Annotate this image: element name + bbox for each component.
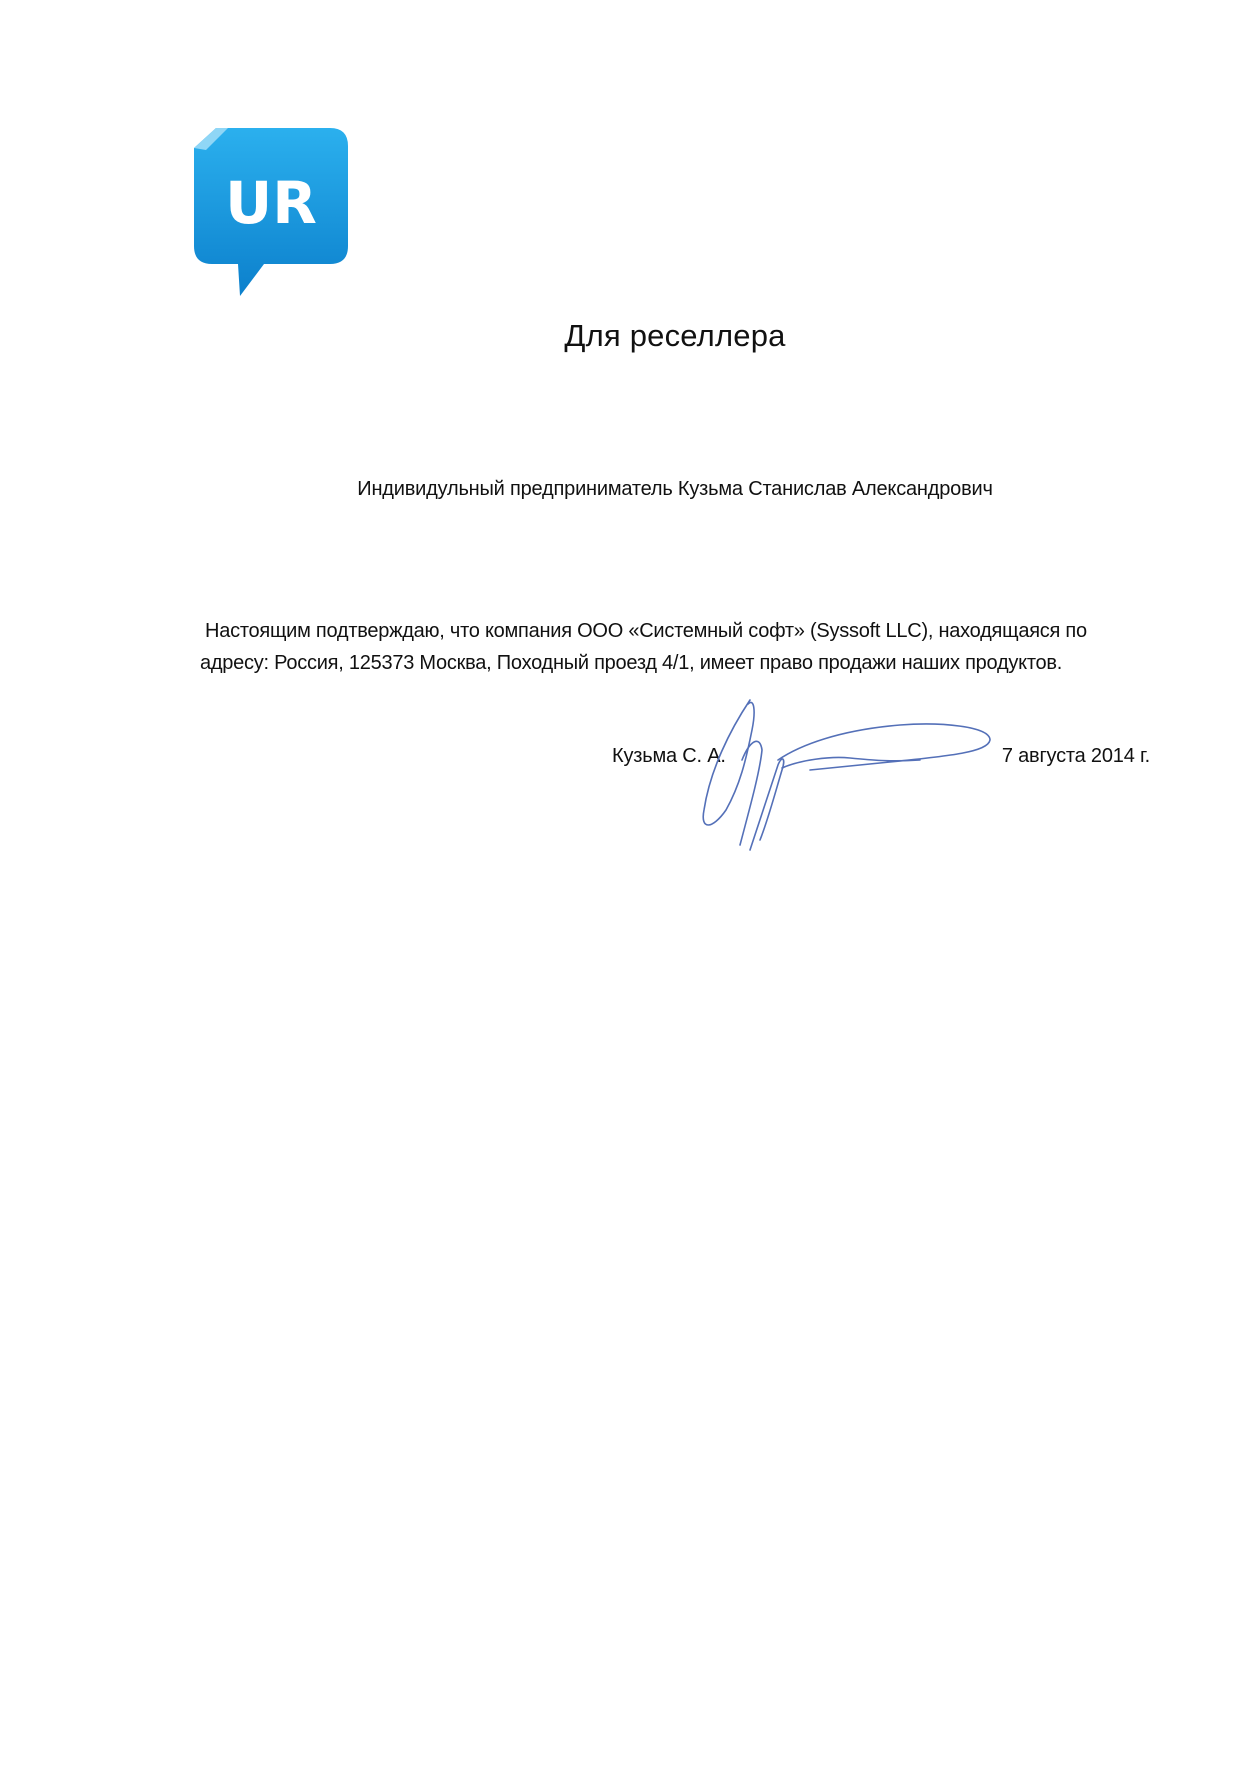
body-line-1: Настоящим подтверждаю, что компания ООО «Системный софт» (Syssoft LLC), находящаяся по	[205, 620, 1087, 642]
signer-name: Кузьма С. А.	[612, 745, 726, 767]
ur-logo	[194, 128, 348, 298]
document-date: 7 августа 2014 г.	[1001, 745, 1150, 767]
page-title: Для реселлера	[564, 318, 786, 353]
body-line-2: адресу: Россия, 125373 Москва, Походный проезд 4/1, имеет право продажи наших продуктов.	[200, 652, 1063, 674]
logo-text: UR	[225, 169, 317, 237]
issuer-line: Индивидульный предприниматель Кузьма Станислав Александрович	[357, 478, 993, 500]
handwritten-signature	[690, 690, 1020, 860]
